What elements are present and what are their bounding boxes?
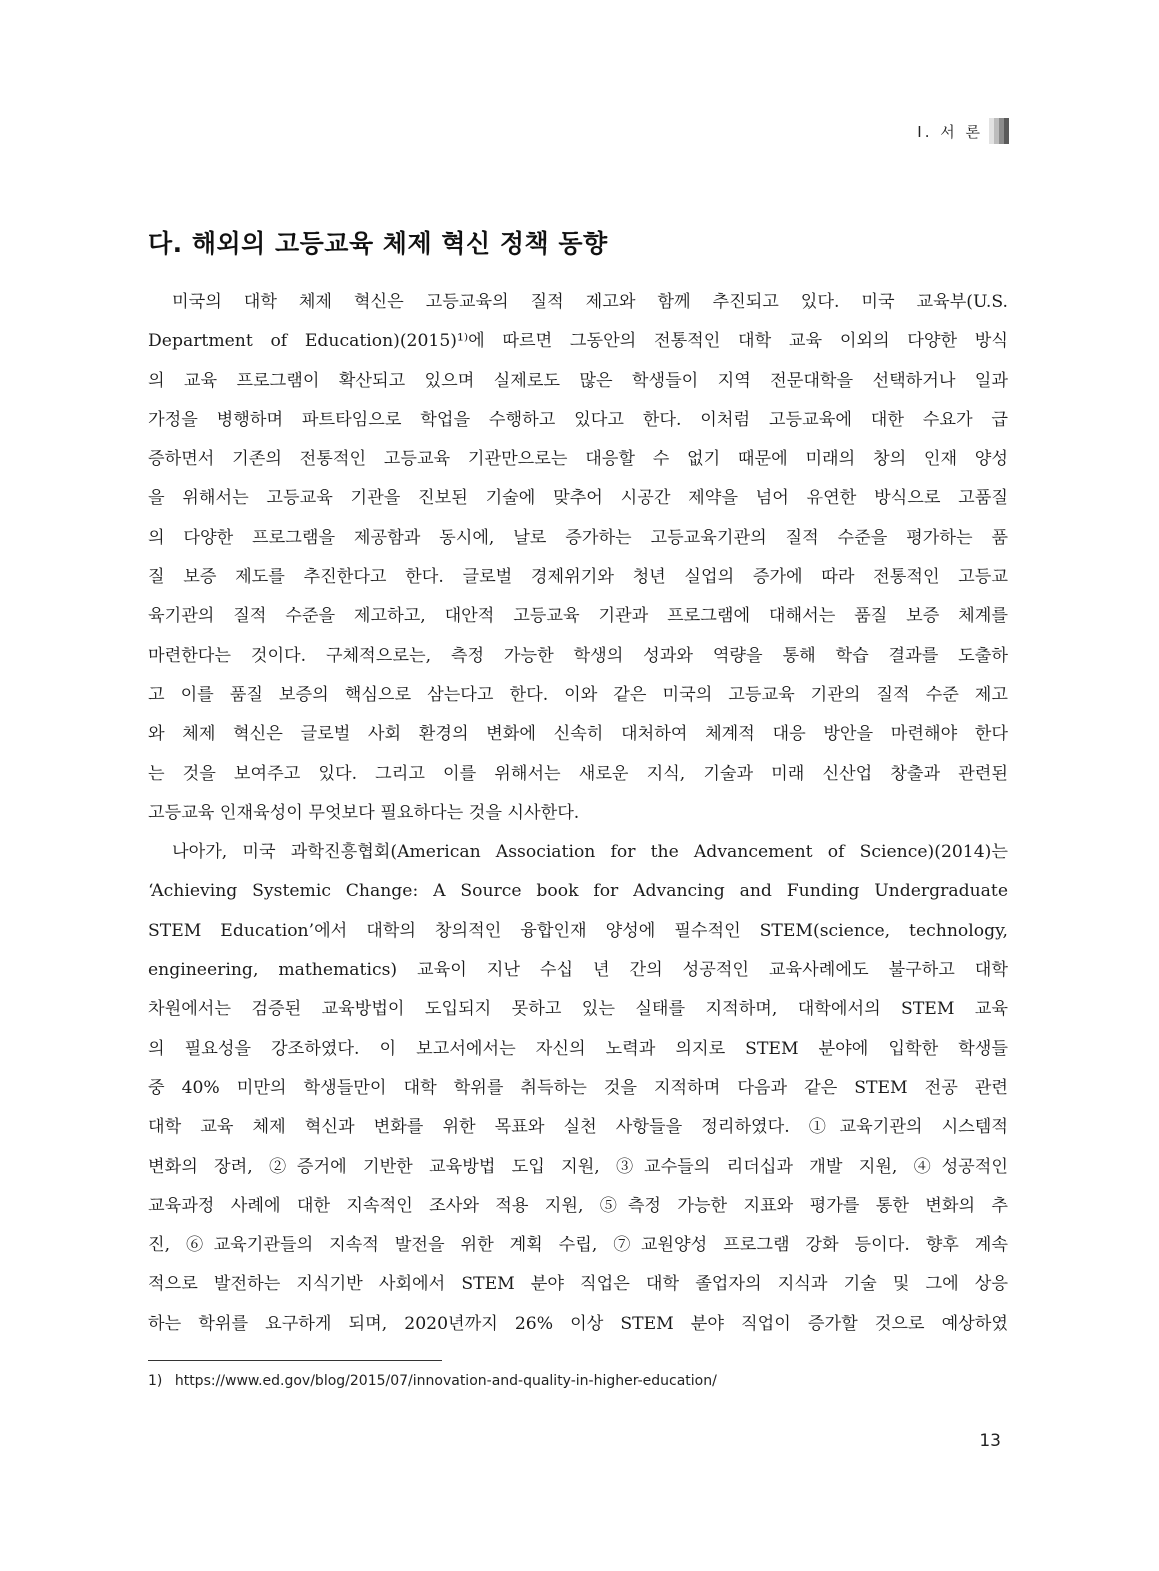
body-text xyxy=(148,283,1008,1344)
text-line: 차원에서는 검증된 교육방법이 도입되지 못하고 있는 실태를 지적하며, 대학에서의 STEM 교육 xyxy=(148,999,1008,1020)
text-line: 고 이를 품질 보증의 핵심으로 삼는다고 한다. 이와 같은 미국의 고등교육 기관의 질적 수준 제고 xyxy=(148,684,1008,705)
text-line: 진, ⑥교육기관들의 지속적 발전을 위한 계획 수립, ⑦교원양성 프로그램 강화 등이다. 향후 계속 xyxy=(148,1235,1008,1256)
text-line: 교육과정 사례에 대한 지속적인 조사와 적용 지원, ⑤측정 가능한 지표와 평가를 통한 변화의 추 xyxy=(148,1195,1008,1216)
text-line: 고등교육 인재육성이 무엇보다 필요하다는 것을 시사한다. xyxy=(148,802,580,823)
text-line: 마련한다는 것이다. 구체적으로는, 측정 가능한 학생의 성과와 역량을 통해 학습 결과를 도출하 xyxy=(148,645,1008,666)
text-line: 가정을 병행하며 파트타임으로 학업을 수행하고 있다고 한다. 이처럼 고등교육에 대한 수요가 급 xyxy=(148,409,1008,430)
text-line: 중 40% 미만의 학생들만이 대학 학위를 취득하는 것을 지적하며 다음과 같은 STEM 전공 관련 xyxy=(148,1077,1008,1098)
text-line: 나아가, 미국 과학진흥협회(American Association for the Advancement of Science)(2014)는 xyxy=(172,842,1008,863)
running-header xyxy=(917,118,1009,144)
text-line: 의 교육 프로그램이 확산되고 있으며 실제로도 많은 학생들이 지역 전문대학을 선택하거나 일과 xyxy=(148,370,1008,391)
text-line: 의 필요성을 강조하였다. 이 보고서에서는 자신의 노력과 의지로 STEM 분야에 입학한 학생들 xyxy=(148,1038,1008,1059)
text-line: Department of Education)(2015)¹⁾에 따르면 그동안의 전통적인 대학 교육 이외의 다양한 방식 xyxy=(148,331,1008,352)
text-line: 변화의 장려, ②증거에 기반한 교육방법 도입 지원, ③교수들의 리더십과 개발 지원, ④성공적인 xyxy=(148,1156,1008,1177)
text-line: 미국의 대학 체제 혁신은 고등교육의 질적 제고와 함께 추진되고 있다. 미국 교육부(U.S. xyxy=(172,292,1008,312)
text-line: 육기관의 질적 수준을 제고하고, 대안적 고등교육 기관과 프로그램에 대해서는 품질 보증 체계를 xyxy=(148,606,1008,627)
header-bar-decoration xyxy=(989,118,1009,144)
text-line: 의 다양한 프로그램을 제공함과 동시에, 날로 증가하는 고등교육기관의 질적 수준을 평가하는 품 xyxy=(148,527,1008,548)
page-number: 13 xyxy=(979,1431,1001,1451)
text-line: 와 체제 혁신은 글로벌 사회 환경의 변화에 신속히 대처하여 체계적 대응 방안을 마련해야 한다 xyxy=(148,724,1008,745)
footnote-link[interactable]: https://www.ed.gov/blog/2015/07/innovation-and-quality-in-higher-education/ xyxy=(174,1373,717,1389)
text-line: 질 보증 제도를 추진한다고 한다. 글로벌 경제위기와 청년 실업의 증가에 따라 전통적인 고등교 xyxy=(148,567,1008,588)
text-line: ‘Achieving Systemic Change: A Source book for Advancing and Funding Undergraduate xyxy=(148,881,1008,902)
chapter-label: Ⅰ. 서 론 xyxy=(917,122,983,141)
footnote-number: 1) xyxy=(148,1373,163,1389)
text-line: engineering, mathematics) 교육이 지난 수십 년 간의 성공적인 교육사례에도 불구하고 대학 xyxy=(148,960,1008,981)
text-line: 증하면서 기존의 전통적인 고등교육 기관만으로는 대응할 수 없기 때문에 미래의 창의 인재 양성 xyxy=(148,449,1008,470)
text-line: STEM Education’에서 대학의 창의적인 융합인재 양성에 필수적인 STEM(science, technology, xyxy=(148,920,1008,941)
text-line: 적으로 발전하는 지식기반 사회에서 STEM 분야 직업은 대학 졸업자의 지식과 기술 및 그에 상응 xyxy=(148,1274,1008,1295)
text-line: 을 위해서는 고등교육 기관을 진보된 기술에 맞추어 시공간 제약을 넘어 유연한 방식으로 고품질 xyxy=(148,488,1008,509)
text-line: 는 것을 보여주고 있다. 그리고 이를 위해서는 새로운 지식, 기술과 미래 신산업 창출과 관련된 xyxy=(148,763,1008,784)
footnote xyxy=(148,1373,717,1389)
section-title: 다. 해외의 고등교육 체제 혁신 정책 동향 xyxy=(148,229,608,258)
footnote-divider xyxy=(148,1360,442,1361)
text-line: 하는 학위를 요구하게 되며, 2020년까지 26% 이상 STEM 분야 직업이 증가할 것으로 예상하였 xyxy=(148,1313,1008,1334)
text-line: 대학 교육 체제 혁신과 변화를 위한 목표와 실천 사항들을 정리하였다. ①교육기관의 시스템적 xyxy=(148,1117,1008,1138)
